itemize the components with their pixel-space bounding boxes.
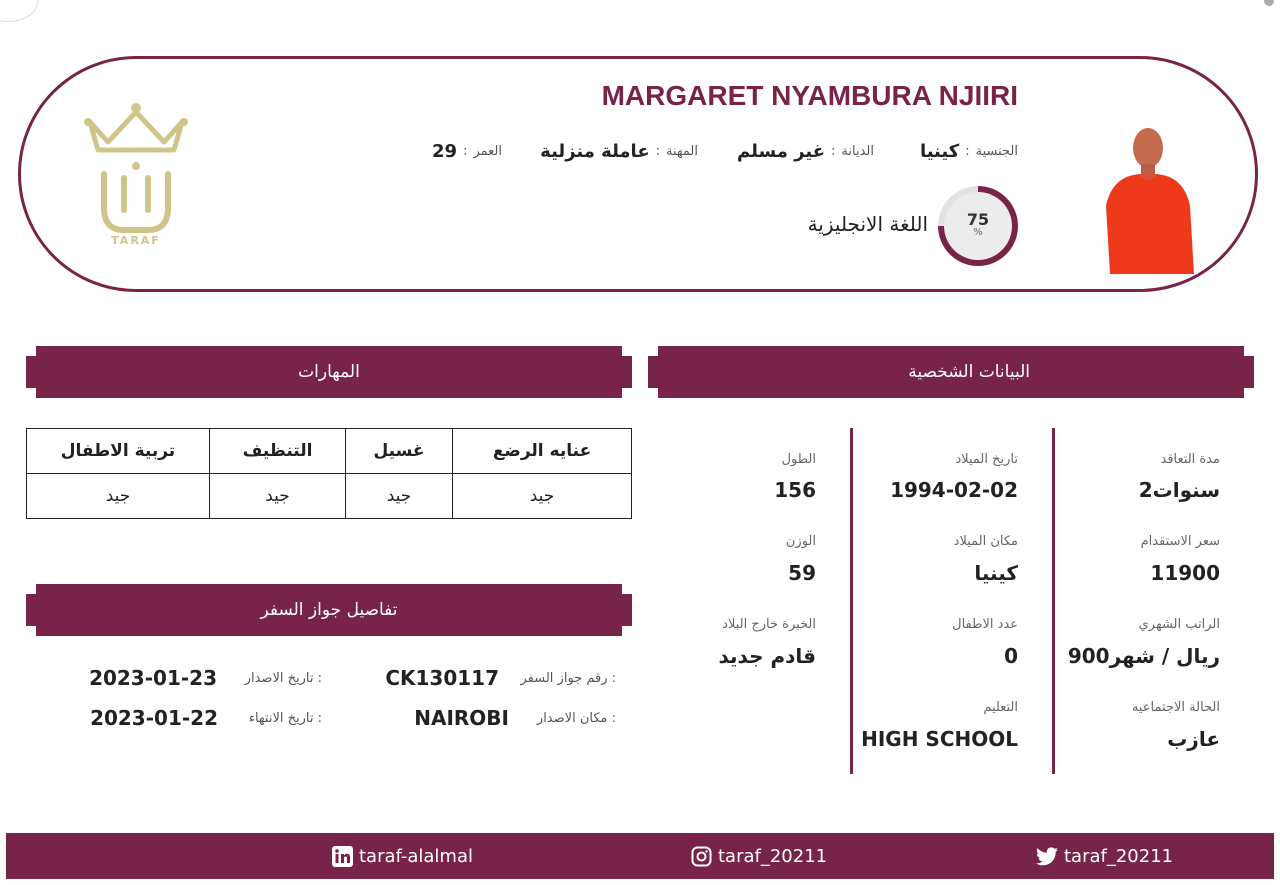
birth-place-label: مكان الميلاد: [953, 534, 1018, 549]
skills-value-row: [27, 474, 632, 519]
religion-field: [737, 138, 874, 164]
skills-table: [26, 428, 632, 519]
skill-header: التنظيف: [210, 429, 346, 474]
marital-value: عازب: [1167, 727, 1220, 751]
birth-date-value: 1994-02-02: [890, 478, 1018, 502]
skills-title: المهارات: [298, 362, 360, 382]
age-separator: :: [463, 143, 468, 159]
instagram-handle: taraf_20211: [718, 845, 828, 867]
expiry-date-value: 2023-01-22: [90, 706, 218, 730]
linkedin-handle: taraf-alalmal: [359, 845, 473, 867]
height-label: الطول: [781, 452, 816, 467]
skill-value: جيد: [453, 474, 632, 519]
issue-place-label: مكان الاصدار :: [536, 711, 616, 726]
twitter-icon: [1036, 847, 1058, 866]
profession-label: المهنة: [666, 143, 698, 159]
contract-label: مدة التعاقد: [1160, 452, 1220, 467]
issue-date-value: 2023-01-23: [89, 666, 217, 690]
experience-value: قادم جديد: [718, 644, 816, 668]
english-level-value: 75: [966, 210, 990, 229]
profession-field: [540, 138, 698, 164]
scroll-indicator[interactable]: [1264, 0, 1274, 6]
worker-name: MARGARET NYAMBURA NJIIRI: [601, 80, 1018, 111]
twitter-link[interactable]: [1036, 833, 1173, 879]
nationality-separator: :: [965, 143, 970, 159]
children-value: 0: [1004, 644, 1018, 668]
profession-separator: :: [655, 143, 661, 159]
issue-place-value: NAIROBI: [414, 706, 509, 730]
footer-bar: [6, 833, 1274, 879]
instagram-icon: [691, 846, 712, 867]
worker-photo: [1098, 116, 1198, 274]
nationality-value: كينيا: [919, 140, 960, 162]
linkedin-icon: [332, 846, 353, 867]
birth-date-label: تاريخ الميلاد: [955, 452, 1018, 467]
expiry-date-label: تاريخ الانتهاء :: [248, 711, 322, 726]
education-label: التعليم: [983, 700, 1018, 715]
height-value: 156: [774, 478, 816, 502]
age-label: العمر: [473, 143, 502, 159]
experience-label: الخبرة خارج البلاد: [722, 617, 816, 632]
children-label: عدد الاطفال: [952, 617, 1018, 632]
fee-value: 11900: [1150, 561, 1220, 585]
passport-title: تفاصيل جواز السفر: [260, 600, 398, 620]
age-value: 29: [432, 140, 458, 162]
marital-label: الحالة الاجتماعيه: [1131, 700, 1220, 715]
logo-text: TARAF: [111, 234, 161, 247]
age-field: [432, 138, 502, 164]
contract-value: 2سنوات: [1138, 478, 1220, 502]
religion-separator: :: [831, 143, 836, 159]
salary-label: الراتب الشهري: [1138, 617, 1220, 632]
passport-header: [26, 584, 632, 636]
religion-value: غير مسلم: [737, 140, 826, 162]
english-level-ring: [938, 186, 1018, 266]
english-language-label: اللغة الانجليزية: [807, 212, 928, 236]
skill-value: جيد: [27, 474, 210, 519]
passport-number-value: CK130117: [385, 666, 499, 690]
skill-header: غسيل: [346, 429, 453, 474]
column-divider: [1052, 428, 1055, 774]
weight-label: الوزن: [785, 534, 816, 549]
passport-number-label: رقم جواز السفر :: [520, 671, 616, 686]
profession-value: عاملة منزلية: [540, 140, 650, 162]
salary-value: 900ريال / شهر: [1067, 644, 1220, 668]
weight-value: 59: [788, 561, 816, 585]
english-level-unit: %: [973, 227, 983, 238]
skills-header: [26, 346, 632, 398]
personal-data-header: [648, 346, 1254, 398]
religion-label: الديانة: [841, 143, 874, 159]
skill-value: جيد: [346, 474, 453, 519]
taraf-logo: [80, 98, 192, 248]
personal-data-title: البيانات الشخصية: [908, 362, 1030, 382]
fee-label: سعر الاستقدام: [1140, 534, 1220, 549]
nationality-label: الجنسية: [975, 143, 1018, 159]
skills-header-row: [27, 429, 632, 474]
column-divider: [850, 428, 853, 774]
education-value: HIGH SCHOOL: [861, 727, 1018, 751]
linkedin-link[interactable]: [332, 833, 473, 879]
twitter-handle: taraf_20211: [1064, 845, 1174, 867]
skill-header: تربية الاطفال: [27, 429, 210, 474]
skill-header: عنايه الرضع: [453, 429, 632, 474]
birth-place-value: كينيا: [974, 561, 1018, 585]
instagram-link[interactable]: [691, 833, 827, 879]
nationality-field: [920, 138, 1018, 164]
skill-value: جيد: [210, 474, 346, 519]
issue-date-label: تاريخ الاصدار :: [244, 671, 322, 686]
decorative-circle: [0, 0, 38, 22]
